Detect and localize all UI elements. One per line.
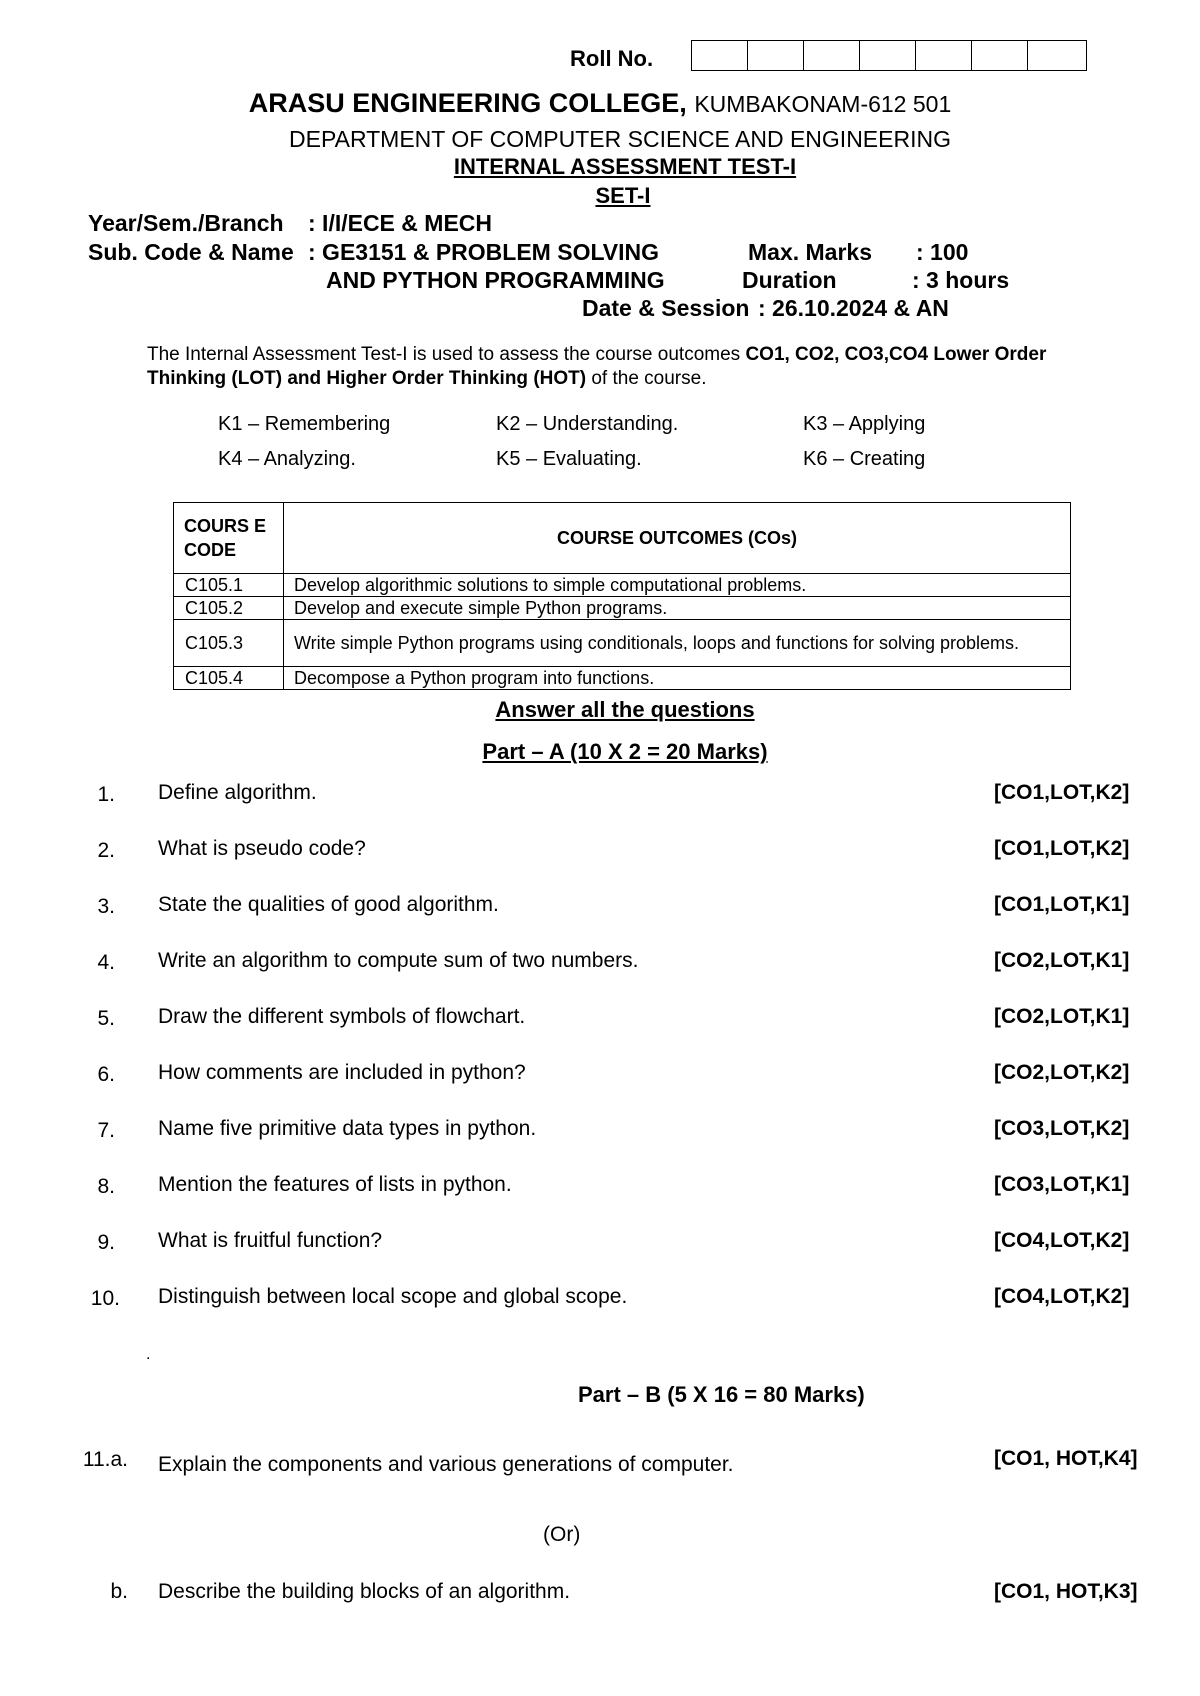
question-text: Name five primitive data types in python. [158,1117,537,1140]
question-number: b. [110,1580,128,1603]
or-separator: (Or) [543,1523,581,1546]
question-number: 4. [97,951,115,974]
roll-number-boxes [691,40,1087,71]
table-header-row [174,503,1071,574]
question-number: 9. [97,1231,115,1254]
question-co-tag: [CO1, HOT,K3] [994,1580,1138,1603]
intro-paragraph [147,343,1077,391]
header-course-outcomes: COURSE OUTCOMES (COs) [284,503,1071,574]
k-level: K3 – Applying [803,413,926,435]
course-outcome-cell: Decompose a Python program into functions. [284,667,1071,690]
question-co-tag: [CO4,LOT,K2] [994,1229,1130,1252]
question-number: 11.a. [82,1448,128,1471]
table-row [174,667,1071,690]
stray-dot: . [146,1346,151,1363]
intro-tail: of the course. [586,368,707,389]
question-co-tag: [CO3,LOT,K1] [994,1173,1130,1196]
roll-box [692,41,748,70]
roll-box [916,41,972,70]
roll-box [860,41,916,70]
question-text: State the qualities of good algorithm. [158,893,499,916]
question-co-tag: [CO2,LOT,K2] [994,1061,1130,1084]
college-city: KUMBAKONAM-612 501 [694,91,952,117]
roll-box [972,41,1028,70]
question-text: Write an algorithm to compute sum of two numbers. [158,949,639,972]
k-level: K6 – Creating [803,448,926,470]
date-session-label: Date & Session [582,295,750,321]
question-number: 10. [90,1287,120,1310]
roll-number-label: Roll No. [570,46,654,71]
question-text: How comments are included in python? [158,1061,526,1084]
answer-all-heading: Answer all the questions [495,697,755,722]
intro-text: The Internal Assessment Test-I is used to assess the course outcomes [147,344,746,365]
question-number: 2. [97,839,115,862]
department-title: DEPARTMENT OF COMPUTER SCIENCE AND ENGINEERING [289,126,951,152]
college-heading [0,88,1200,119]
question-co-tag: [CO2,LOT,K1] [994,949,1130,972]
header-course-code: COURS E CODE [174,503,284,574]
subject-label: Sub. Code & Name [88,239,294,265]
k-level: K4 – Analyzing. [218,448,356,470]
roll-box [804,41,860,70]
question-text: Mention the features of lists in python. [158,1173,512,1196]
question-number: 8. [97,1175,115,1198]
max-marks-label: Max. Marks [748,239,873,265]
question-text: Describe the building blocks of an algorithm. [158,1580,571,1603]
question-number: 5. [97,1007,115,1030]
question-co-tag: [CO4,LOT,K2] [994,1285,1130,1308]
question-text: Distinguish between local scope and global scope. [158,1285,628,1308]
table-row [174,597,1071,620]
college-name: ARASU ENGINEERING COLLEGE, [248,88,687,118]
subject-value-line2: AND PYTHON PROGRAMMING [326,267,665,293]
question-number: 7. [97,1119,115,1142]
date-session-value: : 26.10.2024 & AN [758,295,949,321]
year-label: Year/Sem./Branch [88,210,284,236]
max-marks-value: : 100 [916,239,969,265]
k-level: K5 – Evaluating. [496,448,642,470]
question-text: Explain the components and various generations of computer. [158,1453,734,1476]
question-number: 1. [97,783,115,806]
part-b-title: Part – B (5 X 16 = 80 Marks) [578,1382,865,1407]
table-row [174,574,1071,597]
course-code-cell: C105.2 [174,597,284,620]
course-code-cell: C105.4 [174,667,284,690]
question-co-tag: [CO1, HOT,K4] [994,1447,1138,1470]
question-co-tag: [CO1,LOT,K2] [994,781,1130,804]
question-co-tag: [CO1,LOT,K1] [994,893,1130,916]
question-co-tag: [CO3,LOT,K2] [994,1117,1130,1140]
course-outcome-cell: Write simple Python programs using conditionals, loops and functions for solving problems. [284,620,1071,667]
question-number: 6. [97,1063,115,1086]
intro-outcomes: CO1, CO2, CO3,CO4 Lower Order Thinking (LOT) and Higher Order Thinking (HOT) [147,344,1047,389]
roll-box [748,41,804,70]
part-a-title: Part – A (10 X 2 = 20 Marks) [482,739,768,764]
duration-value: : 3 hours [912,267,1010,293]
year-value: : I/I/ECE & MECH [308,210,493,236]
k-level: K2 – Understanding. [496,413,679,435]
question-text: Draw the different symbols of flowchart. [158,1005,526,1028]
test-title: INTERNAL ASSESSMENT TEST-I [453,154,797,179]
question-text: What is fruitful function? [158,1229,383,1252]
subject-value-line1: : GE3151 & PROBLEM SOLVING [308,239,660,265]
course-outcome-cell: Develop and execute simple Python programs. [284,597,1071,620]
set-title: SET-I [595,183,651,208]
question-text: Define algorithm. [158,781,317,804]
question-co-tag: [CO1,LOT,K2] [994,837,1130,860]
course-outcome-cell: Develop algorithmic solutions to simple computational problems. [284,574,1071,597]
roll-box [1028,41,1086,70]
k-level: K1 – Remembering [218,413,391,435]
table-row [174,620,1071,667]
question-number: 3. [97,895,115,918]
question-text: What is pseudo code? [158,837,366,860]
course-outcomes-table [173,502,1071,690]
course-code-cell: C105.3 [174,620,284,667]
question-co-tag: [CO2,LOT,K1] [994,1005,1130,1028]
course-code-cell: C105.1 [174,574,284,597]
duration-label: Duration [742,267,837,293]
